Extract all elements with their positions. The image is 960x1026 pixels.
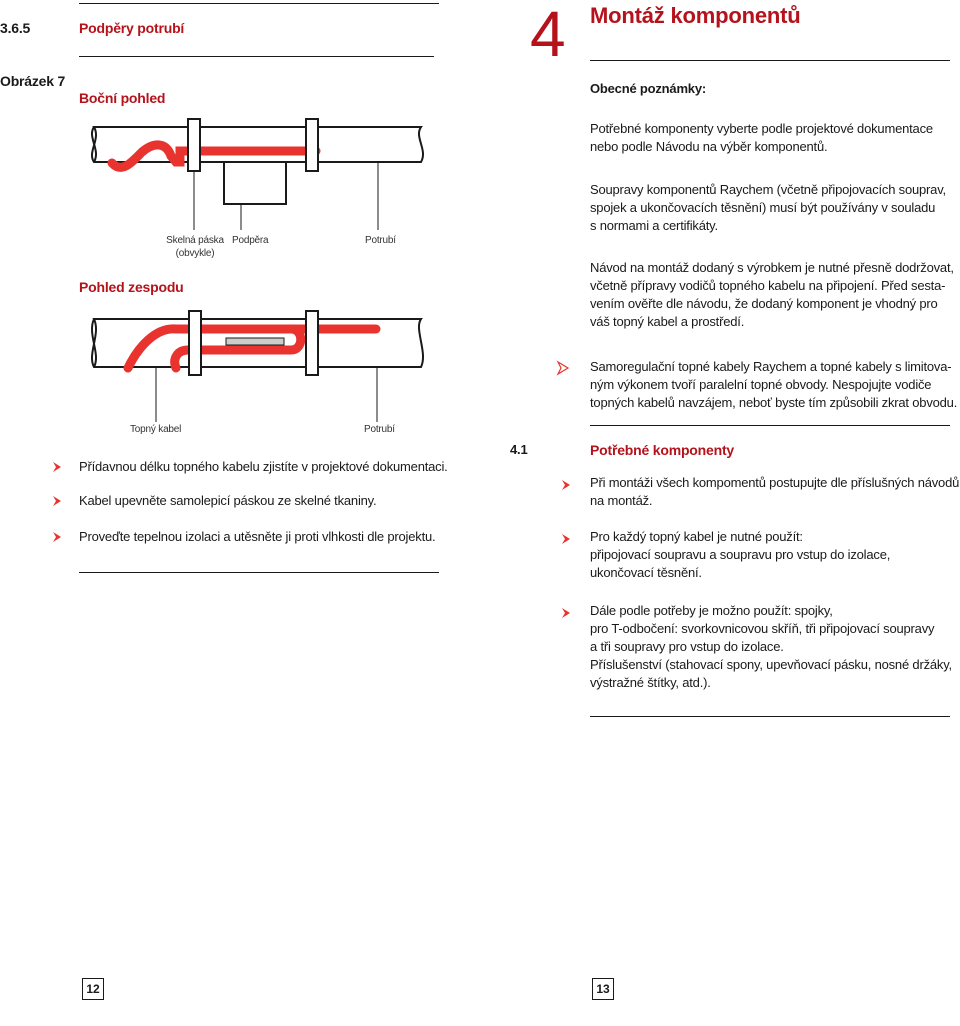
warning-line: ným výkonem tvoří paralelní topné obvody.: [590, 377, 833, 392]
right-bullet-3-line: Příslušenství (stahovací spony, upevňovací pásku, nosné držáky,: [590, 657, 952, 672]
support-strip: [226, 338, 284, 345]
right-bullet-2-line: ukončovací těsnění.: [590, 565, 702, 580]
tape-band-1: [188, 119, 200, 171]
red-arrow-icon: [561, 533, 571, 545]
warning-text: [590, 358, 960, 412]
left-bullet-1-text: Přídavnou délku topného kabelu zjistíte v projektové dokumentaci.: [79, 459, 448, 474]
figure-title-side: Boční pohled: [79, 90, 166, 106]
left-bullet-1: [52, 458, 448, 476]
red-arrow-icon: [561, 479, 571, 491]
red-arrow-icon: [52, 461, 62, 473]
red-arrow-icon: [52, 531, 62, 543]
right-bullet-1-line: na montáž.: [590, 493, 653, 508]
label-support: Podpěra: [232, 235, 269, 246]
right-bullet-3-line: pro T-odbočení: svorkovnicovou skříň, tři připojovací soupravy: [590, 621, 935, 636]
para-3-line: váš topný kabel a prostředí.: [590, 314, 745, 329]
right-bullet-3-line: Dále podle potřeby je možno použít: spojky,: [590, 603, 833, 618]
figure-title-bottom: Pohled zespodu: [79, 279, 184, 295]
chapter-title: Montáž komponentů: [590, 3, 801, 28]
label-glass-tape-line1: Skelná páska: [166, 235, 224, 246]
page-number-left: 12: [82, 978, 104, 1000]
side-view-illustration: [76, 112, 436, 242]
subsection-number: 4.1: [510, 442, 528, 457]
left-bullet-2: [52, 492, 376, 510]
warning-line: vodiče: [891, 377, 932, 392]
left-bullet-3-text: Proveďte tepelnou izolaci a utěsněte ji proti vlhkosti dle projektu.: [79, 529, 436, 544]
section-rule: [79, 56, 434, 57]
label-pipe-bottom: Potrubí: [364, 424, 395, 435]
chapter-number: 4: [530, 0, 566, 70]
right-bullet-2-line: Pro každý topný kabel je nutné použít:: [590, 529, 803, 544]
right-bullet-1-line: Při montáži všech kompomentů postupujte dle příslušných návodů: [590, 475, 960, 490]
para-1: Potřebné komponenty vyberte podle projektové dokumentace nebo podle Návodu na výběr komponentů.: [590, 121, 933, 154]
general-notes-heading: Obecné poznámky:: [590, 81, 706, 96]
para-2-line: Soupravy komponentů Raychem (včetně připojovacích souprav,: [590, 182, 946, 197]
label-heating-cable: Topný kabel: [130, 424, 182, 435]
section-number: 3.6.5: [0, 20, 31, 36]
left-bullet-2-text: Kabel upevněte samolepicí páskou ze skelné tkaniny.: [79, 493, 377, 508]
right-bullet-3-text: [590, 602, 960, 692]
figure-number: Obrázek 7: [0, 73, 66, 89]
label-glass-tape: [160, 234, 230, 260]
right-bullet-1-text: [590, 474, 960, 510]
page-number-right: 13: [592, 978, 614, 1000]
para-3-line: včetně přípravy vodičů topného kabelu na připojení. Před sesta-: [590, 278, 946, 293]
right-bullet-2-line: připojovací soupravu a soupravu pro vstup do izolace,: [590, 547, 891, 562]
para-2-line: spojek a ukončovacích těsnění) musí být používány v souladu: [590, 200, 936, 215]
warning-line: topných kabelů navzájem, neboť byste tím způsobili zkrat obvodu.: [590, 395, 958, 410]
para-3-line: Návod na montáž dodaný s výrobkem je nutné přesně dodržovat,: [590, 260, 954, 275]
section-title: Podpěry potrubí: [79, 20, 185, 36]
para-3-line: vením ověřte dle návodu, že dodaný komponent je vhodný pro: [590, 296, 938, 311]
right-bullet-2-text: [590, 528, 960, 582]
chapter-rule: [590, 60, 950, 61]
label-pipe-side: Potrubí: [365, 235, 396, 246]
warning-rule: [590, 425, 950, 426]
left-bullet-3: [52, 528, 435, 546]
right-bullet-3-line: výstražné štítky, atd.).: [590, 675, 711, 690]
red-arrow-icon: [561, 607, 571, 619]
para-3: [590, 259, 960, 331]
warning-emphasis: Nespojujte: [832, 377, 892, 392]
bottom-view-illustration: [76, 292, 436, 432]
top-rule: [79, 3, 439, 4]
subsection-title: Potřebné komponenty: [590, 442, 734, 458]
tape-band-3: [189, 311, 201, 375]
red-arrow-icon: [52, 495, 62, 507]
warning-arrow-icon: [556, 360, 570, 376]
tape-band-2: [306, 119, 318, 171]
right-end-rule: [590, 716, 950, 717]
label-glass-tape-line2: (obvykle): [175, 248, 215, 259]
warning-line: Samoregulační topné kabely Raychem a topné kabely s limitova-: [590, 359, 952, 374]
para-2: [590, 181, 960, 235]
right-bullet-3-line: a tři soupravy pro vstup do izolace.: [590, 639, 784, 654]
para-2-line: s normami a certifikáty.: [590, 218, 718, 233]
left-end-rule: [79, 572, 439, 573]
support-block: [224, 162, 286, 204]
tape-band-4: [306, 311, 318, 375]
